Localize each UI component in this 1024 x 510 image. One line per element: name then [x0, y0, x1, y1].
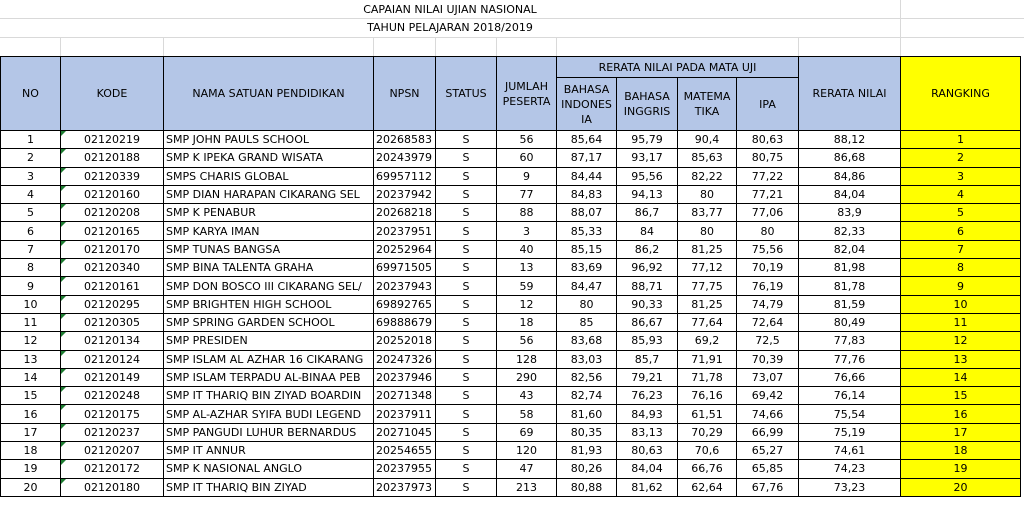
cell-status[interactable]: S [436, 405, 497, 423]
header-ipa: IPA [737, 78, 799, 131]
cell-npsn[interactable]: 20243979 [374, 149, 436, 167]
cell-status[interactable]: S [436, 295, 497, 313]
cell-bahasa-indonesia[interactable]: 85,15 [557, 240, 617, 258]
cell-bahasa-inggris[interactable]: 95,79 [617, 131, 678, 149]
cell-bahasa-indonesia[interactable]: 85,33 [557, 222, 617, 240]
cell-matematika[interactable]: 82,22 [678, 167, 737, 185]
cell-matematika[interactable]: 66,76 [678, 460, 737, 478]
cell-matematika[interactable]: 81,25 [678, 295, 737, 313]
cell-no[interactable]: 4 [1, 185, 61, 203]
cell-rangking[interactable]: 5 [901, 204, 1021, 222]
cell-bahasa-indonesia[interactable]: 83,03 [557, 350, 617, 368]
cell-bahasa-indonesia[interactable]: 84,83 [557, 185, 617, 203]
header-kode: KODE [61, 57, 164, 131]
cell-matematika[interactable]: 77,75 [678, 277, 737, 295]
cell-kode[interactable]: 02120237 [61, 423, 164, 441]
table-row [1, 423, 1021, 441]
cell-npsn[interactable]: 20237946 [374, 368, 436, 386]
cell-ipa[interactable]: 72,64 [737, 313, 799, 331]
cell-bahasa-inggris[interactable]: 95,56 [617, 167, 678, 185]
cell-rangking[interactable]: 12 [901, 332, 1021, 350]
cell-ipa[interactable]: 80,63 [737, 131, 799, 149]
cell-bahasa-indonesia[interactable]: 85 [557, 313, 617, 331]
cell-bahasa-inggris[interactable]: 93,17 [617, 149, 678, 167]
gridline [435, 37, 436, 56]
cell-nama[interactable]: SMP DIAN HARAPAN CIKARANG SEL [164, 185, 374, 203]
cell-bahasa-indonesia[interactable]: 83,69 [557, 259, 617, 277]
cell-bahasa-indonesia[interactable]: 84,44 [557, 167, 617, 185]
cell-no[interactable]: 14 [1, 368, 61, 386]
cell-ipa[interactable]: 77,06 [737, 204, 799, 222]
cell-nama[interactable]: SMP IT ANNUR [164, 442, 374, 460]
cell-rerata[interactable]: 77,83 [799, 332, 901, 350]
cell-kode[interactable]: 02120172 [61, 460, 164, 478]
table-row [1, 405, 1021, 423]
cell-rerata[interactable]: 75,19 [799, 423, 901, 441]
cell-rerata[interactable]: 88,12 [799, 131, 901, 149]
cell-matematika[interactable]: 62,64 [678, 478, 737, 496]
cell-no[interactable]: 20 [1, 478, 61, 496]
header-rangking: RANGKING [901, 57, 1021, 131]
cell-rangking[interactable]: 14 [901, 368, 1021, 386]
table-row [1, 149, 1021, 167]
cell-nama[interactable]: SMP BRIGHTEN HIGH SCHOOL [164, 295, 374, 313]
cell-ipa[interactable]: 76,19 [737, 277, 799, 295]
cell-jumlah[interactable]: 40 [497, 240, 557, 258]
cell-nama[interactable]: SMP ISLAM TERPADU AL-BINAA PEB [164, 368, 374, 386]
table-row [1, 259, 1021, 277]
cell-status[interactable]: S [436, 313, 497, 331]
cell-jumlah[interactable]: 18 [497, 313, 557, 331]
cell-matematika[interactable]: 70,6 [678, 442, 737, 460]
table-row [1, 240, 1021, 258]
cell-bahasa-inggris[interactable]: 90,33 [617, 295, 678, 313]
cell-bahasa-indonesia[interactable]: 81,93 [557, 442, 617, 460]
cell-kode[interactable]: 02120188 [61, 149, 164, 167]
header-jumlah-peserta: JUMLAH PESERTA [497, 57, 557, 131]
cell-rerata[interactable]: 81,98 [799, 259, 901, 277]
cell-ipa[interactable]: 66,99 [737, 423, 799, 441]
cell-status[interactable]: S [436, 387, 497, 405]
cell-bahasa-indonesia[interactable]: 82,56 [557, 368, 617, 386]
cell-rangking[interactable]: 15 [901, 387, 1021, 405]
cell-bahasa-inggris[interactable]: 88,71 [617, 277, 678, 295]
cell-kode[interactable]: 02120175 [61, 405, 164, 423]
cell-status[interactable]: S [436, 460, 497, 478]
cell-status[interactable]: S [436, 259, 497, 277]
cell-rerata[interactable]: 74,61 [799, 442, 901, 460]
cell-ipa[interactable]: 70,39 [737, 350, 799, 368]
cell-status[interactable]: S [436, 423, 497, 441]
cell-no[interactable]: 3 [1, 167, 61, 185]
cell-ipa[interactable]: 74,79 [737, 295, 799, 313]
cell-jumlah[interactable]: 13 [497, 259, 557, 277]
cell-no[interactable]: 6 [1, 222, 61, 240]
cell-matematika[interactable]: 61,51 [678, 405, 737, 423]
cell-kode[interactable]: 02120149 [61, 368, 164, 386]
cell-status[interactable]: S [436, 332, 497, 350]
cell-rerata[interactable]: 80,49 [799, 313, 901, 331]
cell-jumlah[interactable]: 59 [497, 277, 557, 295]
cell-kode[interactable]: 02120165 [61, 222, 164, 240]
cell-jumlah[interactable]: 77 [497, 185, 557, 203]
cell-rerata[interactable]: 84,86 [799, 167, 901, 185]
table-row [1, 185, 1021, 203]
cell-no[interactable]: 7 [1, 240, 61, 258]
cell-jumlah[interactable]: 9 [497, 167, 557, 185]
cell-rerata[interactable]: 74,23 [799, 460, 901, 478]
cell-ipa[interactable]: 74,66 [737, 405, 799, 423]
cell-status[interactable]: S [436, 222, 497, 240]
cell-rerata[interactable]: 77,76 [799, 350, 901, 368]
cell-status[interactable]: S [436, 240, 497, 258]
cell-rerata[interactable]: 81,78 [799, 277, 901, 295]
cell-nama[interactable]: SMP IT THARIQ BIN ZIYAD BOARDIN [164, 387, 374, 405]
cell-rangking[interactable]: 10 [901, 295, 1021, 313]
cell-no[interactable]: 1 [1, 131, 61, 149]
table-row [1, 167, 1021, 185]
table-row [1, 295, 1021, 313]
cell-nama[interactable]: SMP JOHN PAULS SCHOOL [164, 131, 374, 149]
cell-ipa[interactable]: 69,42 [737, 387, 799, 405]
table-row [1, 313, 1021, 331]
table-row [1, 478, 1021, 496]
cell-status[interactable]: S [436, 350, 497, 368]
gridline [0, 37, 1024, 38]
cell-jumlah[interactable]: 290 [497, 368, 557, 386]
cell-kode[interactable]: 02120219 [61, 131, 164, 149]
cell-no[interactable]: 17 [1, 423, 61, 441]
cell-npsn[interactable]: 20237943 [374, 277, 436, 295]
cell-npsn[interactable]: 20237955 [374, 460, 436, 478]
cell-npsn[interactable]: 20268218 [374, 204, 436, 222]
cell-status[interactable]: S [436, 185, 497, 203]
cell-rerata[interactable]: 84,04 [799, 185, 901, 203]
cell-matematika[interactable]: 77,12 [678, 259, 737, 277]
table-row [1, 222, 1021, 240]
cell-status[interactable]: S [436, 204, 497, 222]
cell-rerata[interactable]: 75,54 [799, 405, 901, 423]
cell-ipa[interactable]: 75,56 [737, 240, 799, 258]
cell-ipa[interactable]: 65,85 [737, 460, 799, 478]
cell-rangking[interactable]: 7 [901, 240, 1021, 258]
table-body [1, 131, 1021, 497]
cell-jumlah[interactable]: 47 [497, 460, 557, 478]
cell-kode[interactable]: 02120248 [61, 387, 164, 405]
cell-bahasa-inggris[interactable]: 86,7 [617, 204, 678, 222]
cell-status[interactable]: S [436, 442, 497, 460]
cell-ipa[interactable]: 77,21 [737, 185, 799, 203]
cell-kode[interactable]: 02120160 [61, 185, 164, 203]
cell-ipa[interactable]: 80 [737, 222, 799, 240]
cell-bahasa-inggris[interactable]: 86,67 [617, 313, 678, 331]
cell-npsn[interactable]: 20237942 [374, 185, 436, 203]
cell-jumlah[interactable]: 213 [497, 478, 557, 496]
cell-bahasa-inggris[interactable]: 79,21 [617, 368, 678, 386]
cell-nama[interactable]: SMP ISLAM AL AZHAR 16 CIKARANG [164, 350, 374, 368]
cell-rangking[interactable]: 2 [901, 149, 1021, 167]
cell-bahasa-indonesia[interactable]: 80 [557, 295, 617, 313]
cell-nama[interactable]: SMP K IPEKA GRAND WISATA [164, 149, 374, 167]
cell-status[interactable]: S [436, 149, 497, 167]
cell-no[interactable]: 13 [1, 350, 61, 368]
cell-jumlah[interactable]: 56 [497, 332, 557, 350]
cell-nama[interactable]: SMP DON BOSCO III CIKARANG SEL/ [164, 277, 374, 295]
gridline [0, 18, 1024, 19]
table-row [1, 387, 1021, 405]
cell-kode[interactable]: 02120180 [61, 478, 164, 496]
cell-rangking[interactable]: 1 [901, 131, 1021, 149]
header-nama: NAMA SATUAN PENDIDIKAN [164, 57, 374, 131]
cell-status[interactable]: S [436, 131, 497, 149]
table-row [1, 277, 1021, 295]
cell-no[interactable]: 10 [1, 295, 61, 313]
cell-matematika[interactable]: 70,29 [678, 423, 737, 441]
gridline [163, 37, 164, 56]
cell-kode[interactable]: 02120124 [61, 350, 164, 368]
cell-rangking[interactable]: 8 [901, 259, 1021, 277]
cell-kode[interactable]: 02120339 [61, 167, 164, 185]
table-row [1, 460, 1021, 478]
cell-npsn[interactable]: 20271045 [374, 423, 436, 441]
cell-no[interactable]: 2 [1, 149, 61, 167]
gridline [556, 37, 557, 56]
cell-bahasa-inggris[interactable]: 96,92 [617, 259, 678, 277]
cell-kode[interactable]: 02120340 [61, 259, 164, 277]
cell-ipa[interactable]: 70,19 [737, 259, 799, 277]
cell-bahasa-indonesia[interactable]: 80,35 [557, 423, 617, 441]
cell-matematika[interactable]: 85,63 [678, 149, 737, 167]
cell-npsn[interactable]: 69971505 [374, 259, 436, 277]
cell-nama[interactable]: SMP KARYA IMAN [164, 222, 374, 240]
cell-status[interactable]: S [436, 368, 497, 386]
cell-matematika[interactable]: 81,25 [678, 240, 737, 258]
cell-npsn[interactable]: 69888679 [374, 313, 436, 331]
cell-kode[interactable]: 02120207 [61, 442, 164, 460]
cell-bahasa-inggris[interactable]: 94,13 [617, 185, 678, 203]
cell-rangking[interactable]: 3 [901, 167, 1021, 185]
cell-bahasa-indonesia[interactable]: 84,47 [557, 277, 617, 295]
cell-nama[interactable]: SMP SPRING GARDEN SCHOOL [164, 313, 374, 331]
gridline [373, 37, 374, 56]
results-table [0, 56, 1021, 497]
cell-jumlah[interactable]: 43 [497, 387, 557, 405]
cell-matematika[interactable]: 80 [678, 185, 737, 203]
cell-npsn[interactable]: 20268583 [374, 131, 436, 149]
cell-bahasa-indonesia[interactable]: 81,60 [557, 405, 617, 423]
cell-status[interactable]: S [436, 478, 497, 496]
cell-bahasa-indonesia[interactable]: 83,68 [557, 332, 617, 350]
cell-no[interactable]: 12 [1, 332, 61, 350]
cell-npsn[interactable]: 69892765 [374, 295, 436, 313]
table-row [1, 350, 1021, 368]
table-row [1, 442, 1021, 460]
cell-npsn[interactable]: 20237951 [374, 222, 436, 240]
cell-bahasa-indonesia[interactable]: 80,26 [557, 460, 617, 478]
cell-nama[interactable]: SMP PANGUDI LUHUR BERNARDUS [164, 423, 374, 441]
cell-jumlah[interactable]: 56 [497, 131, 557, 149]
cell-no[interactable]: 16 [1, 405, 61, 423]
header-npsn: NPSN [374, 57, 436, 131]
cell-matematika[interactable]: 71,91 [678, 350, 737, 368]
cell-bahasa-indonesia[interactable]: 85,64 [557, 131, 617, 149]
cell-jumlah[interactable]: 120 [497, 442, 557, 460]
gridline [798, 37, 799, 56]
cell-status[interactable]: S [436, 277, 497, 295]
cell-jumlah[interactable]: 58 [497, 405, 557, 423]
header-bahasa-indonesia: BAHASA INDONES IA [557, 78, 617, 131]
cell-no[interactable]: 8 [1, 259, 61, 277]
cell-bahasa-indonesia[interactable]: 87,17 [557, 149, 617, 167]
cell-no[interactable]: 18 [1, 442, 61, 460]
cell-ipa[interactable]: 77,22 [737, 167, 799, 185]
gridline [60, 37, 61, 56]
cell-rerata[interactable]: 76,66 [799, 368, 901, 386]
table-row [1, 204, 1021, 222]
cell-jumlah[interactable]: 88 [497, 204, 557, 222]
table-row [1, 368, 1021, 386]
cell-rangking[interactable]: 20 [901, 478, 1021, 496]
cell-matematika[interactable]: 71,78 [678, 368, 737, 386]
cell-no[interactable]: 15 [1, 387, 61, 405]
cell-npsn[interactable]: 20252964 [374, 240, 436, 258]
cell-rangking[interactable]: 6 [901, 222, 1021, 240]
cell-rerata[interactable]: 86,68 [799, 149, 901, 167]
cell-matematika[interactable]: 80 [678, 222, 737, 240]
cell-npsn[interactable]: 20247326 [374, 350, 436, 368]
header-matematika: MATEMA TIKA [678, 78, 737, 131]
table-row [1, 332, 1021, 350]
cell-nama[interactable]: SMP IT THARIQ BIN ZIYAD [164, 478, 374, 496]
cell-bahasa-indonesia[interactable]: 82,74 [557, 387, 617, 405]
cell-jumlah[interactable]: 3 [497, 222, 557, 240]
cell-ipa[interactable]: 80,75 [737, 149, 799, 167]
cell-status[interactable]: S [436, 167, 497, 185]
cell-jumlah[interactable]: 128 [497, 350, 557, 368]
cell-bahasa-inggris[interactable]: 85,93 [617, 332, 678, 350]
cell-kode[interactable]: 02120295 [61, 295, 164, 313]
cell-no[interactable]: 9 [1, 277, 61, 295]
gridline [900, 0, 901, 56]
cell-rerata[interactable]: 82,04 [799, 240, 901, 258]
cell-bahasa-inggris[interactable]: 86,2 [617, 240, 678, 258]
cell-matematika[interactable]: 69,2 [678, 332, 737, 350]
cell-bahasa-inggris[interactable]: 81,62 [617, 478, 678, 496]
cell-bahasa-inggris[interactable]: 84,93 [617, 405, 678, 423]
header-no: NO [1, 57, 61, 131]
cell-jumlah[interactable]: 12 [497, 295, 557, 313]
cell-bahasa-inggris[interactable]: 83,13 [617, 423, 678, 441]
cell-rangking[interactable]: 17 [901, 423, 1021, 441]
cell-matematika[interactable]: 76,16 [678, 387, 737, 405]
cell-nama[interactable]: SMP K PENABUR [164, 204, 374, 222]
cell-kode[interactable]: 02120208 [61, 204, 164, 222]
cell-bahasa-inggris[interactable]: 84,04 [617, 460, 678, 478]
cell-kode[interactable]: 02120161 [61, 277, 164, 295]
cell-rerata[interactable]: 83,9 [799, 204, 901, 222]
cell-ipa[interactable]: 72,5 [737, 332, 799, 350]
cell-npsn[interactable]: 20271348 [374, 387, 436, 405]
cell-ipa[interactable]: 73,07 [737, 368, 799, 386]
cell-npsn[interactable]: 69957112 [374, 167, 436, 185]
cell-rangking[interactable]: 9 [901, 277, 1021, 295]
header-rerata-mapel: RERATA NILAI PADA MATA UJI [557, 57, 799, 78]
sheet-title: CAPAIAN NILAI UJIAN NASIONAL [363, 3, 537, 16]
cell-bahasa-inggris[interactable]: 80,63 [617, 442, 678, 460]
cell-rerata[interactable]: 81,59 [799, 295, 901, 313]
cell-jumlah[interactable]: 69 [497, 423, 557, 441]
cell-rangking[interactable]: 13 [901, 350, 1021, 368]
cell-no[interactable]: 19 [1, 460, 61, 478]
cell-npsn[interactable]: 20252018 [374, 332, 436, 350]
cell-no[interactable]: 11 [1, 313, 61, 331]
cell-rerata[interactable]: 76,14 [799, 387, 901, 405]
cell-kode[interactable]: 02120134 [61, 332, 164, 350]
cell-matematika[interactable]: 77,64 [678, 313, 737, 331]
header-rerata-nilai: RERATA NILAI [799, 57, 901, 131]
cell-nama[interactable]: SMP PRESIDEN [164, 332, 374, 350]
cell-nama[interactable]: SMP TUNAS BANGSA [164, 240, 374, 258]
cell-npsn[interactable]: 20237973 [374, 478, 436, 496]
cell-rangking[interactable]: 18 [901, 442, 1021, 460]
table-row [1, 131, 1021, 149]
cell-npsn[interactable]: 20254655 [374, 442, 436, 460]
cell-rangking[interactable]: 11 [901, 313, 1021, 331]
cell-nama[interactable]: SMPS CHARIS GLOBAL [164, 167, 374, 185]
cell-rerata[interactable]: 73,23 [799, 478, 901, 496]
cell-rangking[interactable]: 16 [901, 405, 1021, 423]
cell-npsn[interactable]: 20237911 [374, 405, 436, 423]
cell-jumlah[interactable]: 60 [497, 149, 557, 167]
sheet-subtitle: TAHUN PELAJARAN 2018/2019 [367, 21, 533, 34]
cell-ipa[interactable]: 65,27 [737, 442, 799, 460]
cell-rangking[interactable]: 19 [901, 460, 1021, 478]
cell-bahasa-inggris[interactable]: 76,23 [617, 387, 678, 405]
cell-nama[interactable]: SMP BINA TALENTA GRAHA [164, 259, 374, 277]
cell-no[interactable]: 5 [1, 204, 61, 222]
cell-kode[interactable]: 02120170 [61, 240, 164, 258]
cell-bahasa-indonesia[interactable]: 80,88 [557, 478, 617, 496]
cell-nama[interactable]: SMP AL-AZHAR SYIFA BUDI LEGEND [164, 405, 374, 423]
cell-rangking[interactable]: 4 [901, 185, 1021, 203]
gridline [496, 37, 497, 56]
cell-bahasa-inggris[interactable]: 85,7 [617, 350, 678, 368]
cell-rerata[interactable]: 82,33 [799, 222, 901, 240]
cell-matematika[interactable]: 83,77 [678, 204, 737, 222]
cell-nama[interactable]: SMP K NASIONAL ANGLO [164, 460, 374, 478]
cell-kode[interactable]: 02120305 [61, 313, 164, 331]
cell-matematika[interactable]: 90,4 [678, 131, 737, 149]
cell-ipa[interactable]: 67,76 [737, 478, 799, 496]
cell-bahasa-indonesia[interactable]: 88,07 [557, 204, 617, 222]
cell-bahasa-inggris[interactable]: 84 [617, 222, 678, 240]
header-status: STATUS [436, 57, 497, 131]
header-bahasa-inggris: BAHASA INGGRIS [617, 78, 678, 131]
